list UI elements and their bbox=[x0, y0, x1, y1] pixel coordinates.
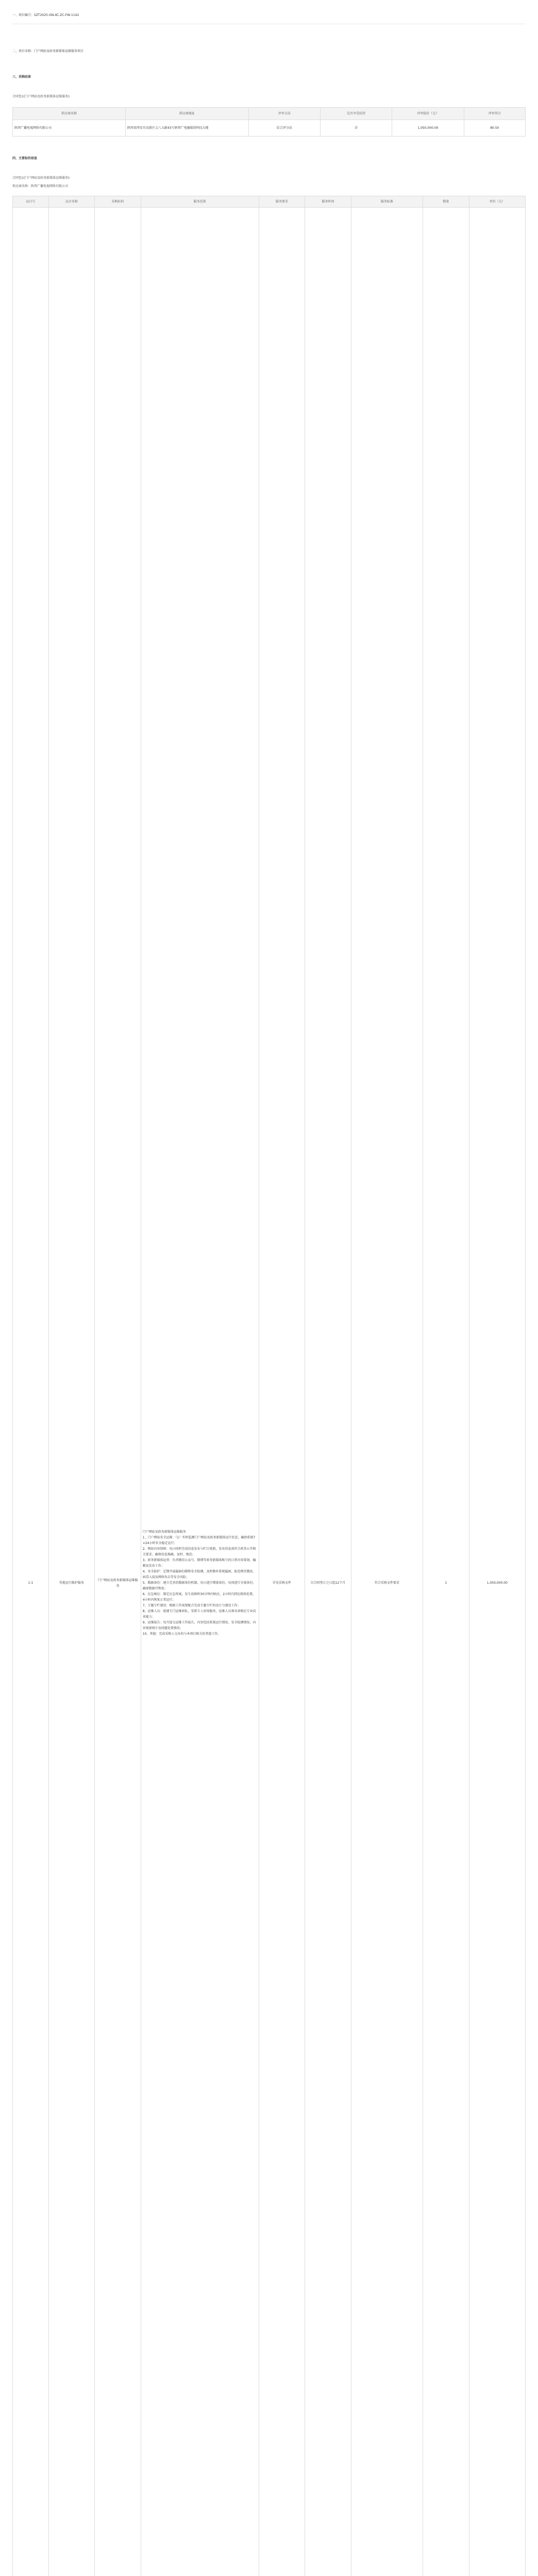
items-col-category: 品目名称 bbox=[48, 196, 95, 208]
result-col-method: 评审方法 bbox=[248, 108, 320, 120]
section-3-subtitle: 合同包1(门户网站及政务新媒体运维服务): bbox=[12, 95, 71, 98]
item-scope: 门户网站及政务新媒体运维服务 bbox=[142, 1530, 186, 1534]
item-time: 自合同签订之日起12个月 bbox=[305, 208, 351, 2576]
items-table bbox=[12, 196, 526, 2576]
result-col-price: 评审报价（元） bbox=[392, 108, 464, 120]
result-score: 80.50 bbox=[464, 120, 525, 137]
list-item: 1、门户网站安全运维：（1）实时监测门户网站及政务新媒体运行状态，确保系统7×24小时安全稳定运行； bbox=[142, 1536, 256, 1545]
list-item: 10、其他：完成采购人交办的与本项目相关的其他工作。 bbox=[142, 1632, 221, 1636]
list-item: 2、网站内容保障：每日按时完成信息发布与栏目更新，发布信息需符合政务公开相关要求，确保信息准确、及时、规范； bbox=[142, 1547, 256, 1556]
item-category: 其他运行维护服务 bbox=[48, 208, 95, 2576]
items-col-scope: 服务范围 bbox=[141, 196, 259, 208]
list-item: 8、运维人员：组建专门运维团队，安排专人驻场服务，运维人员须具备相应专业技术能力； bbox=[142, 1609, 256, 1619]
list-item: 7、专题专栏建设：根据工作需要配合完成专题专栏的设计与建设工作； bbox=[142, 1604, 241, 1607]
items-col-price: 单价（元） bbox=[469, 196, 525, 208]
list-item: 9、运维报告：每月提交运维工作报告，内容包括系统运行情况、安全检测情况、内容更新统计及问题处置情况； bbox=[142, 1621, 256, 1630]
result-col-address: 供应商地址 bbox=[125, 108, 248, 120]
items-col-requirement: 服务要求 bbox=[259, 196, 305, 208]
items-col-qty: 数量 bbox=[423, 196, 469, 208]
items-col-target: 采购标的 bbox=[95, 196, 141, 208]
item-scope-cell bbox=[141, 208, 259, 2576]
items-col-standard: 服务标准 bbox=[351, 196, 423, 208]
items-col-time: 服务时间 bbox=[305, 196, 351, 208]
list-item: 4、安全防护：定期开展漏洞扫描和安全检测，及时修补系统漏洞，防范网页篡改、病毒入侵及网络攻击等安全风险； bbox=[142, 1570, 256, 1579]
result-method: 综合评分法 bbox=[248, 120, 320, 137]
section-4-title: 四、主要标的信息 bbox=[12, 157, 38, 160]
table-row bbox=[13, 120, 526, 137]
items-table-wrap bbox=[12, 196, 526, 2576]
table-row bbox=[13, 208, 526, 2576]
list-item: 5、数据备份：建立完善的数据备份机制，每日进行增量备份，每周进行全量备份，确保数据可恢复； bbox=[142, 1581, 256, 1590]
result-table-wrap bbox=[12, 107, 526, 137]
item-price: 1,050,000.00 bbox=[469, 208, 525, 2576]
project-number: 一、项目编号：SZT2025-GN-XC-ZC-FW-1142 bbox=[12, 13, 79, 17]
result-col-support: 是否享受扶持 bbox=[320, 108, 392, 120]
item-requirement: 详见采购文件 bbox=[259, 208, 305, 2576]
service-demand-list bbox=[143, 1535, 257, 1637]
result-support: 否 bbox=[320, 120, 392, 137]
result-table bbox=[12, 107, 526, 137]
items-col-no: 品目号 bbox=[13, 196, 49, 208]
section-4-supplier: 供应商名称：陕西广播电视网络有限公司 bbox=[12, 184, 69, 188]
item-standard: 符合采购文件要求 bbox=[351, 208, 423, 2576]
result-price: 1,050,000.00 bbox=[392, 120, 464, 137]
item-qty: 1 bbox=[423, 208, 469, 2576]
section-3-title: 三、采购结果 bbox=[12, 75, 31, 79]
section-4-subtitle: 合同包1(门户网站及政务新媒体运维服务): bbox=[12, 176, 71, 180]
list-item: 3、政务新媒体运营：负责微信公众号、微博等政务新媒体账号的日常内容策划、编辑及发布工作； bbox=[142, 1558, 256, 1568]
project-name: 二、项目名称：门户网站及政务新媒体运维服务项目 bbox=[12, 49, 84, 53]
result-supplier: 陕西广播电视网络有限公司 bbox=[13, 120, 126, 137]
result-address: 陕西省西安市高新区丈八五路43号陕西广电融媒体科技大楼 bbox=[125, 120, 248, 137]
item-target: 门户网站及政务新媒体运维服务 bbox=[95, 208, 141, 2576]
item-no: 1-1 bbox=[13, 208, 49, 2576]
result-col-supplier: 供应商名称 bbox=[13, 108, 126, 120]
result-col-score: 评审得分 bbox=[464, 108, 525, 120]
list-item: 6、应急响应：制定应急预案，发生故障时30分钟内响应，2小时内到达现场处置，4小时内恢复正常运行； bbox=[142, 1592, 256, 1602]
